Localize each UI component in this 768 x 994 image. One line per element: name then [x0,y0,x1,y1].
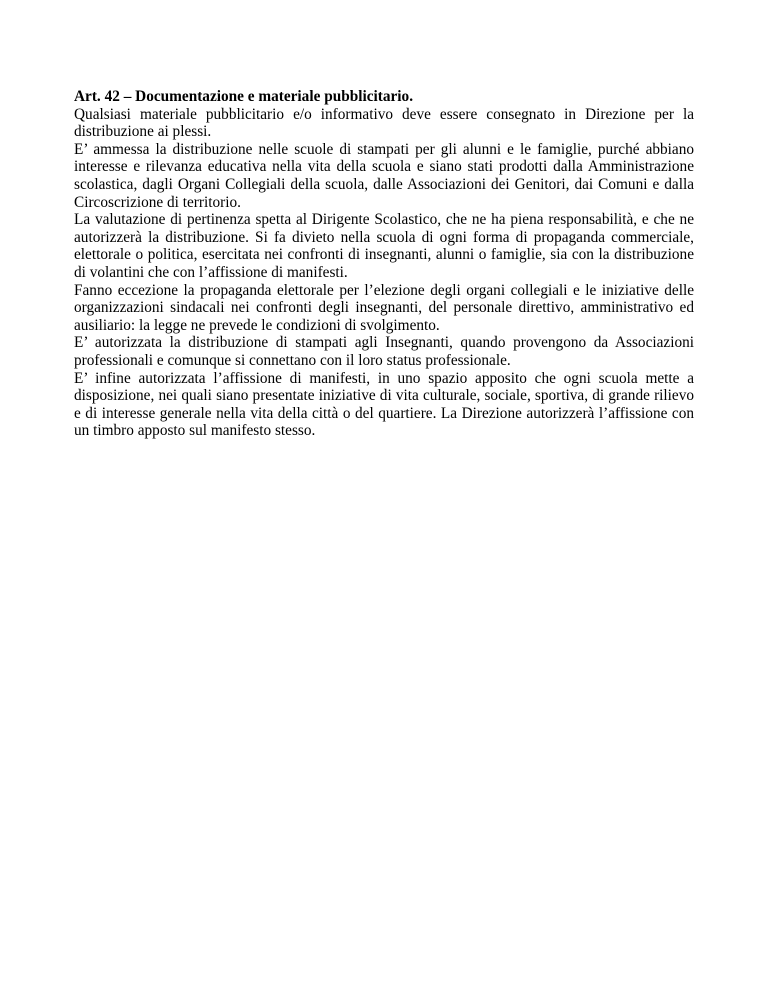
paragraph-1: Qualsiasi materiale pubblicitario e/o informativo deve essere consegnato in Direzione per la distribuzione ai plessi. [74,105,694,141]
paragraph-5: E’ autorizzata la distribuzione di stampati agli Insegnanti, quando provengono da Associazioni professionali e comunque si connettano con il loro status professionale. [74,334,694,369]
article-title: Art. 42 – Documentazione e materiale pubblicitario. [74,88,414,105]
paragraph-6: E’ infine autorizzata l’affissione di manifesti, in uno spazio apposito che ogni scuola mette a disposizione, nei quali siano presentate iniziative di vita culturale, sociale, sportiva, di grande rilievo e di interesse generale nella vita della città o del quartiere. La Direzione autorizzerà l’affissione con un timbro apposto sul manifesto stesso. [74,369,694,440]
paragraph-3: La valutazione di pertinenza spetta al Dirigente Scolastico, che ne ha piena responsabilità, e che ne autorizzerà la distribuzione. Si fa divieto nella scuola di ogni forma di propaganda commerciale, elettorale o politica, esercitata nei confronti di insegnanti, alunni o famiglie, sia con la distribuzione di volantini che con l’affissione di manifesti. [74,211,694,281]
paragraph-2: E’ ammessa la distribuzione nelle scuole di stampati per gli alunni e le famiglie, purché abbiano interesse e rilevanza educativa nella vita della scuola e siano stati prodotti dalla Amministrazione scolastica, dagli Organi Collegiali della scuola, dalle Associazioni dei Genitori, dai Comuni e dalla Circoscrizione di territorio. [74,140,694,211]
paragraph-4: Fanno eccezione la propaganda elettorale per l’elezione degli organi collegiali e le iniziative delle organizzazioni sindacali nei confronti degli insegnanti, del personale direttivo, amministrativo ed ausiliario: la legge ne prevede le condizioni di svolgimento. [74,281,694,334]
document-page [74,88,694,440]
